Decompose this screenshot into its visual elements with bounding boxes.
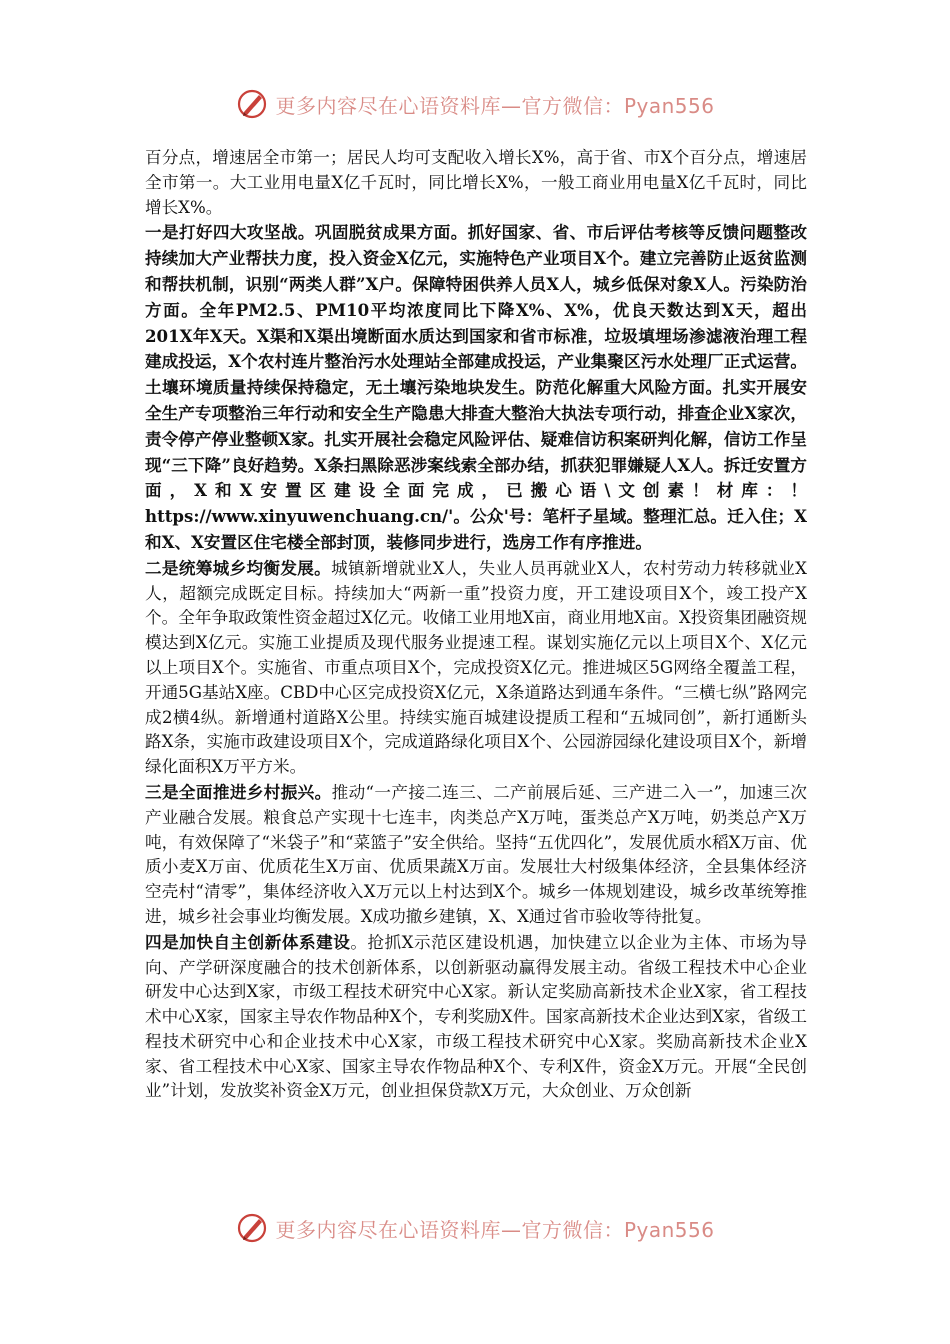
paragraph-lead: 三是全面推进乡村振兴。	[145, 781, 332, 802]
footer-banner	[0, 1208, 950, 1248]
header-banner-text: 更多内容尽在心语资料库—官方微信：Pyan556	[275, 93, 715, 118]
paragraph-lead: 四是加快自主创新体系建设	[145, 931, 351, 952]
paragraph-income	[145, 145, 807, 220]
pen-circle-icon	[235, 1211, 269, 1245]
paragraph-urban-rural	[145, 556, 807, 780]
paragraph-lead: 一是打好四大攻坚战。巩固脱贫成果方面。抓好国家、省、市后评估考核等反馈问题整改持续加大产业帮扶力度，投入资金X亿元，实施特色产业项目X个。建立完善防止返贫监测和帮扶机制，识别“两类人群”X户。保障特困供养人员X人，城乡低保对象X人。污染防治方面。全年PM2.5、PM10平均浓度同比下降X%、X%，优良天数达到X天，超出201X年X天。X渠和X渠出境断面水质达到国家和省市标准，垃圾填埋场渗滤液治理工程建成投运，X个农村连片整治污水处理站全部建成投运，产业集聚区污水处理厂正式运营。土壤环境质量持续保持稳定，无土壤污染地块发生。防范化解重大风险方面。扎实开展安全生产专项整治三年行动和安全生产隐患大排查大整治大执法专项行动，排查企业X家次，责令停产停业整顿X家。扎实开展社会稳定风险评估、疑难信访积案研判化解，信访工作呈现“三下降”良好趋势。X条扫黑除恶涉案线索全部办结，抓获犯罪嫌疑人X人。拆迁安置方面，X和X安置区建设全面完成，已搬心语\文创素！材库：！https://www.xinyuwenchuang.cn/'。公众'号：笔杆子星域。整理汇总。迁入住；X和X、X安置区住宅楼全部封顶，装修同步进行，选房工作有序推进。	[145, 222, 807, 552]
document-body	[145, 145, 807, 1104]
pen-circle-icon	[235, 87, 269, 121]
footer-banner-text: 更多内容尽在心语资料库—官方微信：Pyan556	[275, 1217, 715, 1242]
paragraph-text: 百分点，增速居全市第一；居民人均可支配收入增长X%，高于省、市X个百分点，增速居全市第一。大工业用电量X亿千瓦时，同比增长X%，一般工商业用电量X亿千瓦时，同比增长X%。	[145, 148, 807, 217]
paragraph-text: 城镇新增就业X人，失业人员再就业X人，农村劳动力转移就业X人，超额完成既定目标。持续加大“两新一重”投资力度，开工建设项目X个，竣工投产X个。全年争取政策性资金超过X亿元。收储工业用地X亩，商业用地X亩。X投资集团融资规模达到X亿元。实施工业提质及现代服务业提速工程。谋划实施亿元以上项目X个、X亿元以上项目X个。实施省、市重点项目X个，完成投资X亿元。推进城区5G网络全覆盖工程，开通5G基站X座。CBD中心区完成投资X亿元，X条道路达到通车条件。“三横七纵”路网完成2横4纵。新增通村道路X公里。持续实施百城建设提质工程和“五城同创”，新打通断头路X条，实施市政建设项目X个，完成道路绿化项目X个、公园游园绿化建设项目X个，新增绿化面积X万平方米。	[145, 558, 808, 777]
paragraph-text: 。抢抓X示范区建设机遇，加快建立以企业为主体、市场为导向、产学研深度融合的技术创新体系，以创新驱动赢得发展主动。省级工程技术中心企业研发中心达到X家，市级工程技术研究中心X家。新认定奖励高新技术企业X家，省工程技术中心X家，国家主导农作物品种X个，专利奖励X件。国家高新技术企业达到X家，省级工程技术研究中心和企业技术中心X家，市级工程技术研究中心X家。奖励高新技术企业X家、省工程技术中心X家、国家主导农作物品种X个、专利X件，资金X万元。开展“全民创业”计划，发放奖补资金X万元，创业担保贷款X万元，大众创业、万众创新	[145, 932, 808, 1101]
paragraph-four-battles	[145, 220, 807, 555]
paragraph-lead: 二是统筹城乡均衡发展。	[145, 557, 332, 578]
paragraph-innovation	[145, 930, 807, 1105]
paragraph-text: 推动“一产接二连三、二产前展后延、三产进二入一”，加速三次产业融合发展。粮食总产实现十七连丰，肉类总产X万吨，蛋类总产X万吨，奶类总产X万吨，有效保障了“米袋子”和“菜篮子”安全供给。坚持“五优四化”，发展优质水稻X万亩、优质小麦X万亩、优质花生X万亩、优质果蔬X万亩。发展壮大村级集体经济，全县集体经济空壳村“清零”，集体经济收入X万元以上村达到X个。城乡一体规划建设，城乡改革统筹推进，城乡社会事业均衡发展。X成功撤乡建镇，X、X通过省市验收等待批复。	[145, 782, 808, 926]
header-banner	[0, 84, 950, 124]
paragraph-rural-revitalization	[145, 780, 807, 930]
